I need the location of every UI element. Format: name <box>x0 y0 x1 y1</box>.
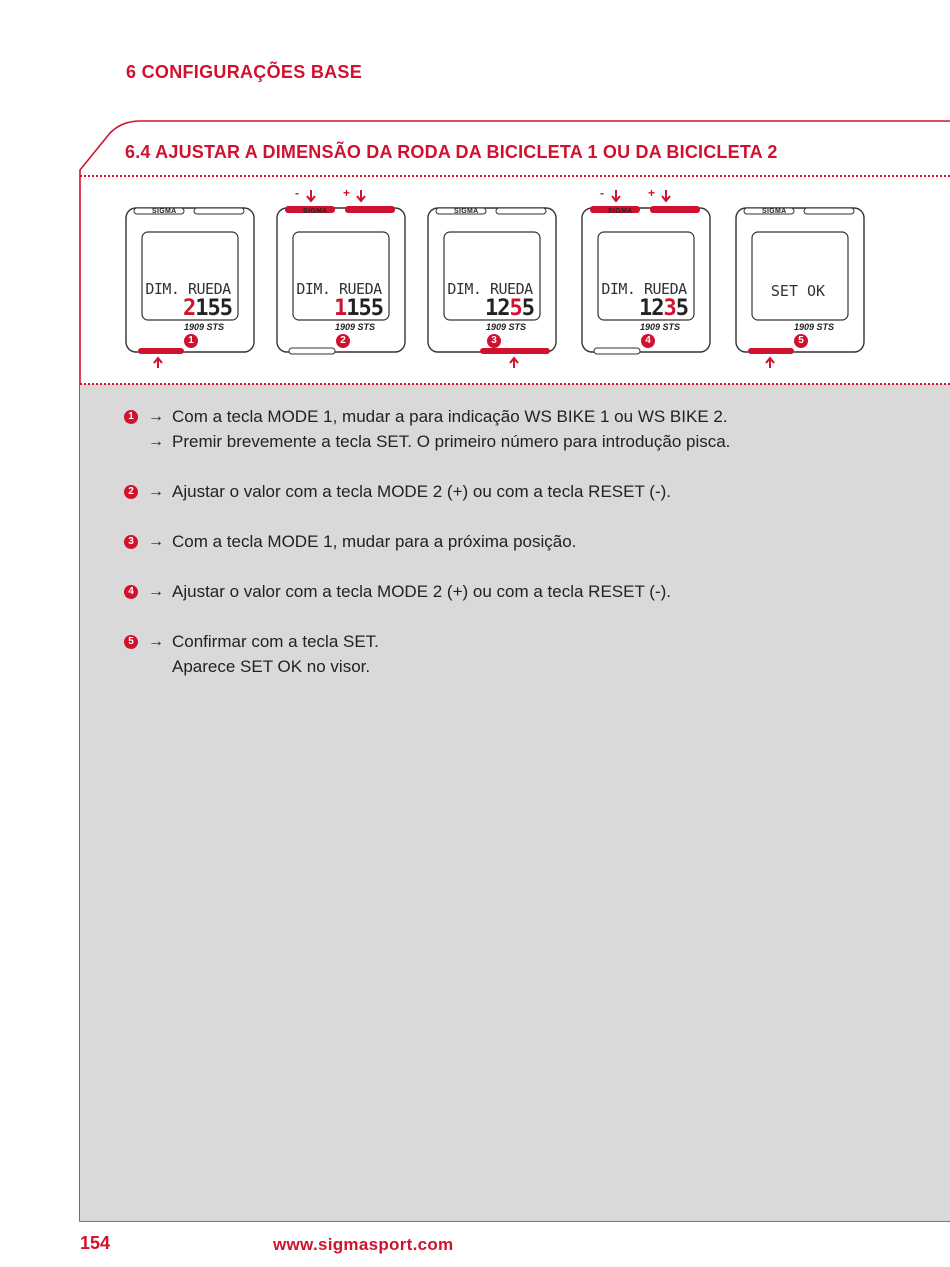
instruction-text: Com a tecla MODE 1, mudar para a próxima posição. <box>172 532 577 551</box>
step-number: 1 <box>124 410 138 424</box>
model-label: 1909 STS <box>335 322 376 332</box>
instruction-line <box>124 429 924 454</box>
arrow-icon: → <box>148 583 164 600</box>
arrow-icon: → <box>148 408 164 425</box>
instruction-line <box>124 654 924 679</box>
brand-logo: SIGMA <box>608 208 633 215</box>
plus-sign: + <box>343 186 351 200</box>
brand-logo: SIGMA <box>454 208 479 215</box>
lcd-display <box>140 234 236 322</box>
instruction-line <box>124 404 924 429</box>
step-number: 2 <box>124 485 138 499</box>
arrow-icon: → <box>148 433 164 450</box>
step-badge: 2 <box>336 334 350 348</box>
lcd-display <box>750 234 846 322</box>
device-illustration <box>122 186 262 371</box>
minus-sign: - <box>600 186 604 200</box>
lcd-display <box>596 234 692 322</box>
instruction-line <box>124 479 924 504</box>
arrow-icon: → <box>148 483 164 500</box>
step-badge: 5 <box>794 334 808 348</box>
website-link[interactable]: www.sigmasport.com <box>273 1235 454 1254</box>
model-label: 1909 STS <box>184 322 225 332</box>
lcd-value: 2155 <box>183 296 232 321</box>
model-label: 1909 STS <box>486 322 527 332</box>
chapter-heading: 6 CONFIGURAÇÕES BASE <box>126 62 363 82</box>
arrow-icon: → <box>148 533 164 550</box>
step-number: 5 <box>124 635 138 649</box>
instruction-step <box>124 479 924 504</box>
minus-sign: - <box>295 186 299 200</box>
instruction-line <box>124 579 924 604</box>
brand-logo: SIGMA <box>303 208 328 215</box>
lcd-value: 1255 <box>485 296 534 321</box>
lcd-value: 1235 <box>639 296 688 321</box>
lcd-label: DIM. RUEDA <box>447 280 533 298</box>
device-illustration <box>578 186 718 371</box>
lcd-display <box>442 234 538 322</box>
step-badge: 4 <box>641 334 655 348</box>
step-badge: 1 <box>184 334 198 348</box>
instruction-text: Confirmar com a tecla SET. <box>172 632 379 651</box>
instruction-step <box>124 579 924 604</box>
instruction-text: Com a tecla MODE 1, mudar a para indicação WS BIKE 1 ou WS BIKE 2. <box>172 407 728 426</box>
instruction-line <box>124 529 924 554</box>
instruction-step <box>124 529 924 554</box>
plus-sign: + <box>648 186 656 200</box>
lcd-label: DIM. RUEDA <box>601 280 687 298</box>
page-number: 154 <box>80 1233 111 1253</box>
lcd-display <box>291 234 387 322</box>
lcd-value: 1155 <box>334 296 383 321</box>
model-label: 1909 STS <box>640 322 681 332</box>
instruction-line <box>124 629 924 654</box>
device-illustration <box>424 186 564 371</box>
device-illustration <box>732 186 872 371</box>
step-number: 4 <box>124 585 138 599</box>
brand-logo: SIGMA <box>152 208 177 215</box>
instruction-text: Ajustar o valor com a tecla MODE 2 (+) ou com a tecla RESET (-). <box>172 482 671 501</box>
instruction-text: Premir brevemente a tecla SET. O primeiro número para introdução pisca. <box>172 432 731 451</box>
lcd-label: DIM. RUEDA <box>296 280 382 298</box>
dotted-divider-top <box>80 175 950 177</box>
arrow-icon: → <box>148 633 164 650</box>
step-number: 3 <box>124 535 138 549</box>
device-illustration <box>273 186 413 371</box>
instruction-text: Ajustar o valor com a tecla MODE 2 (+) ou com a tecla RESET (-). <box>172 582 671 601</box>
brand-logo: SIGMA <box>762 208 787 215</box>
instruction-step <box>124 404 924 454</box>
instruction-step <box>124 629 924 679</box>
lcd-label: SET OK <box>770 282 826 300</box>
lcd-label: DIM. RUEDA <box>145 280 231 298</box>
step-badge: 3 <box>487 334 501 348</box>
section-title: 6.4 AJUSTAR A DIMENSÃO DA RODA DA BICICLETA 1 OU DA BICICLETA 2 <box>125 142 778 162</box>
instruction-list <box>124 404 924 679</box>
instruction-text: Aparece SET OK no visor. <box>172 657 371 676</box>
model-label: 1909 STS <box>794 322 835 332</box>
dotted-divider-bottom <box>80 383 950 385</box>
